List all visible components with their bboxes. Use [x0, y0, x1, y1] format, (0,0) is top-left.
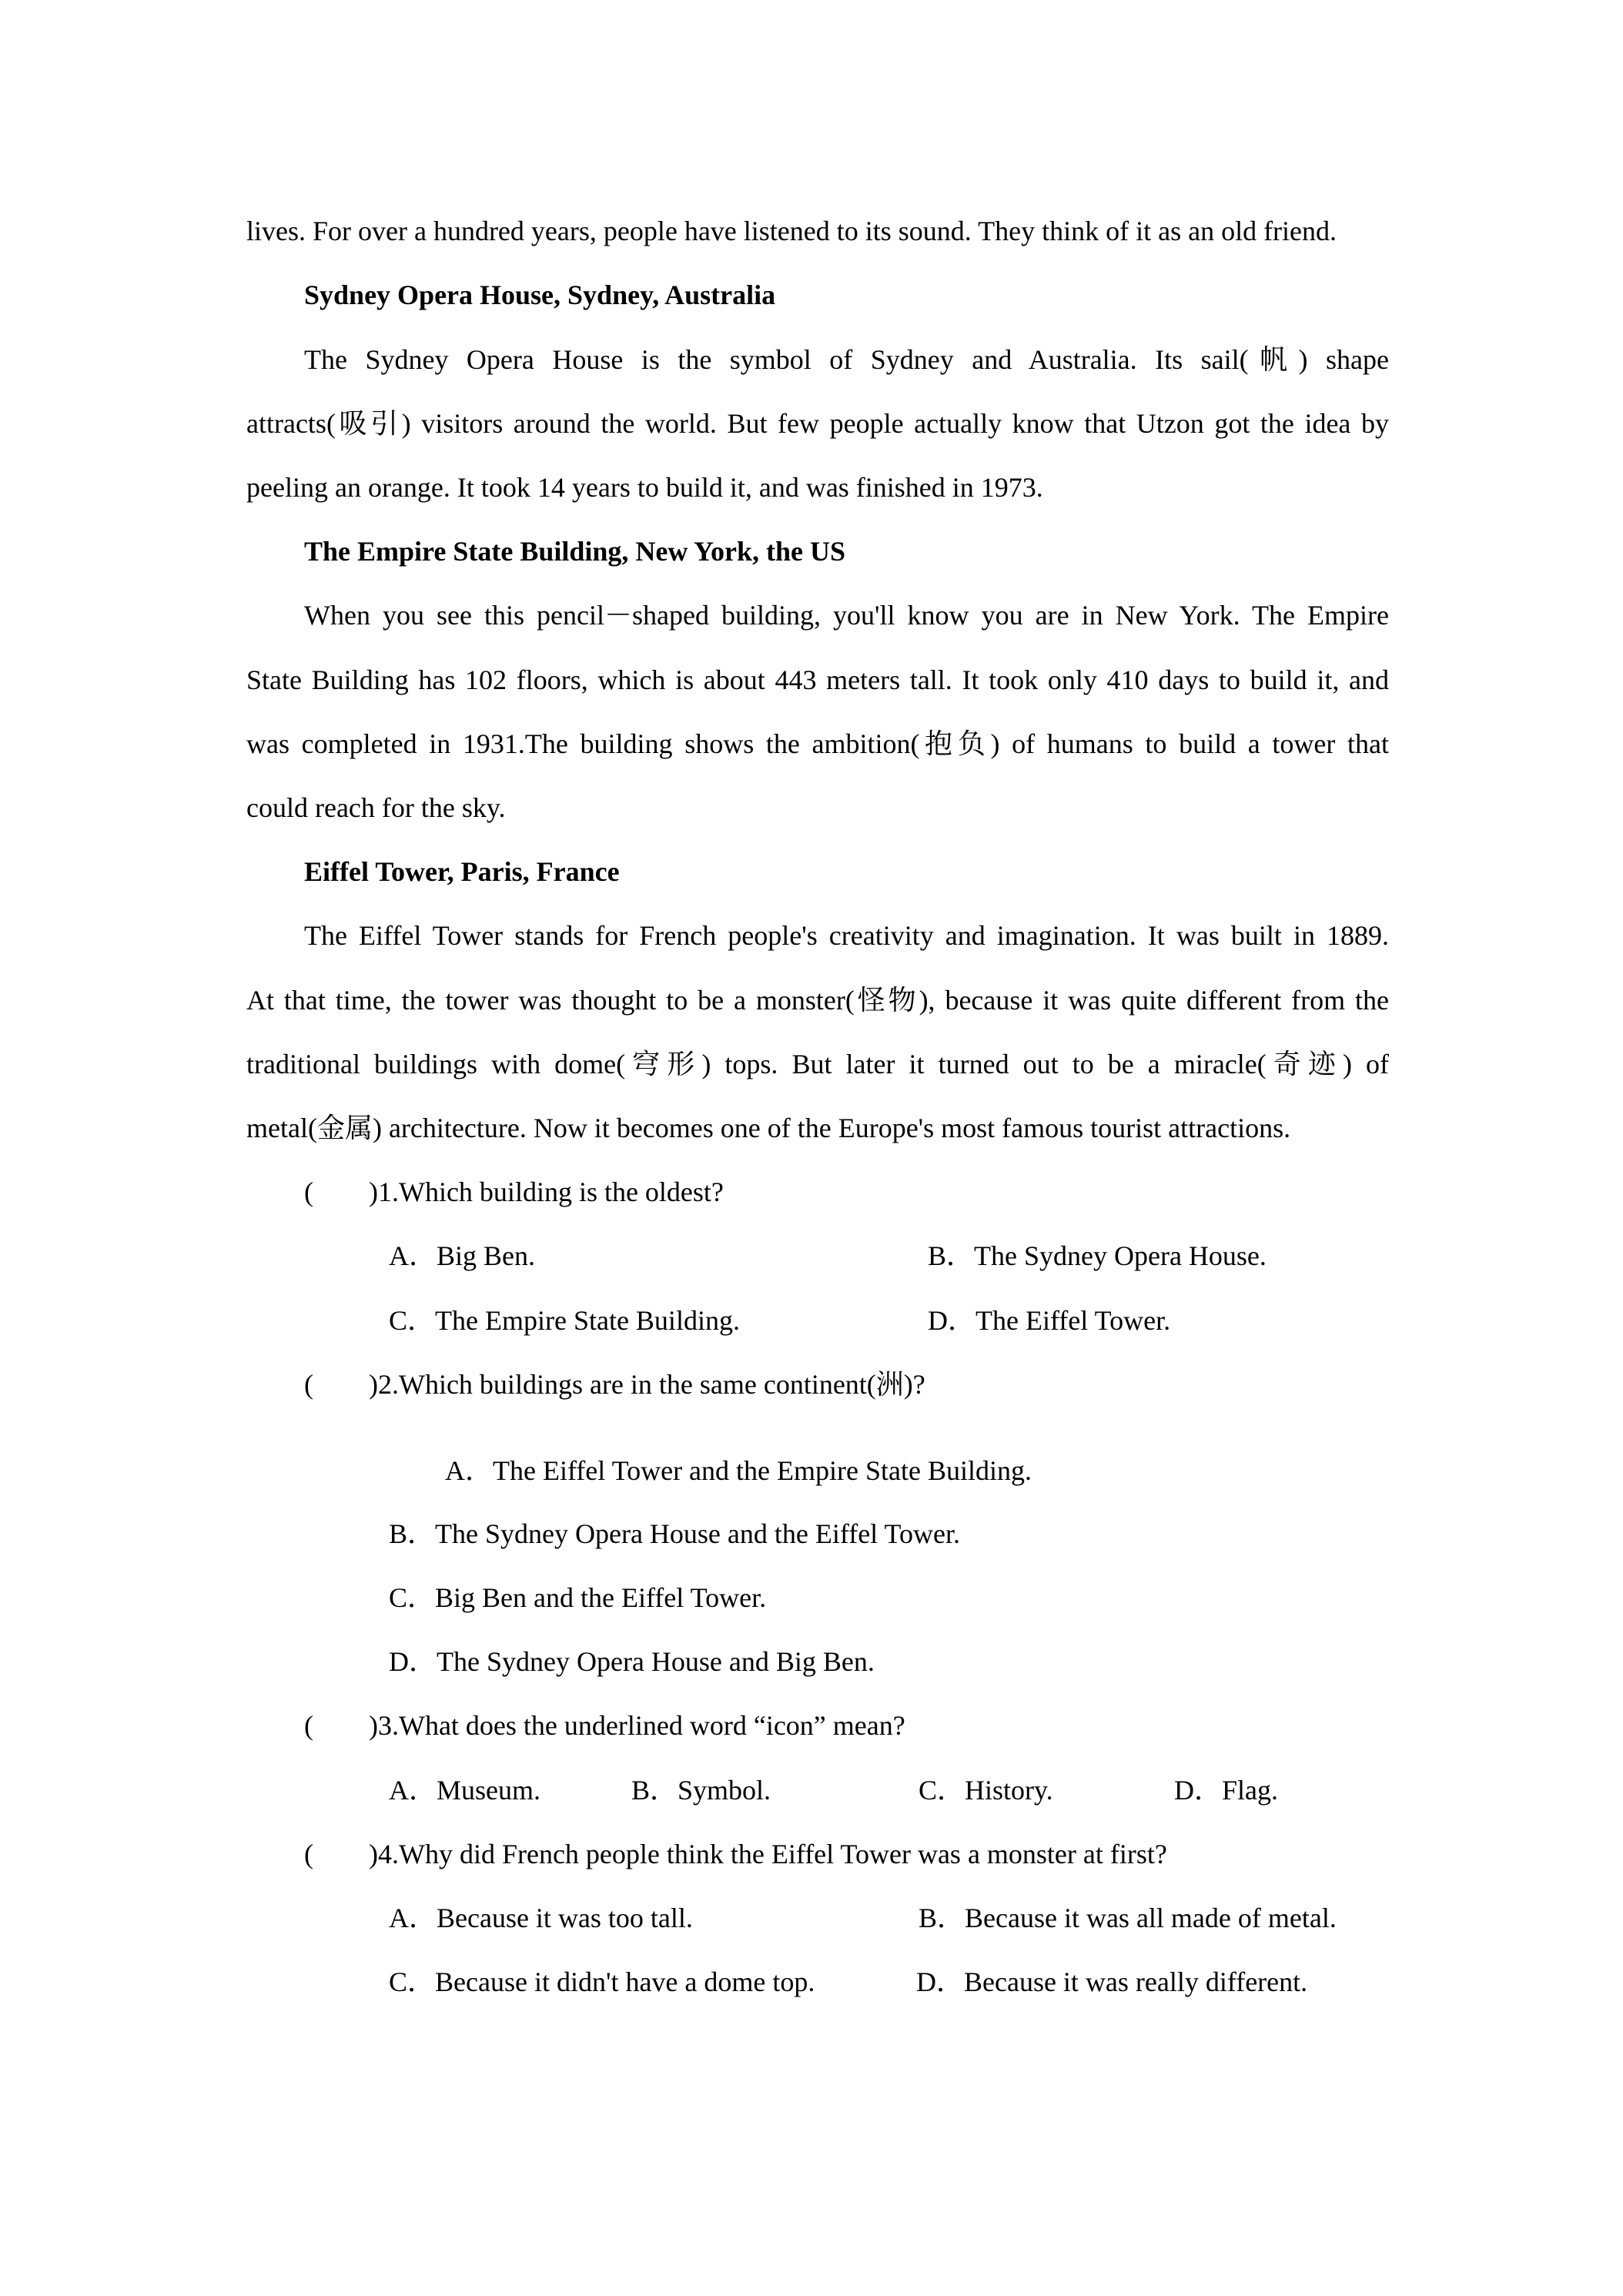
- question-2-option-a: A．The Eiffel Tower and the Empire State Building.: [445, 1455, 1032, 1486]
- question-2-option-b: B．The Sydney Opera House and the Eiffel Tower.: [389, 1518, 960, 1549]
- passage-intro-tail: lives. For over a hundred years, people have listened to its sound. They think of it as an old friend.: [246, 216, 1337, 246]
- question-1-prompt: ( )1.Which building is the oldest?: [304, 1176, 724, 1207]
- question-4-option-d: D．Because it was really different.: [916, 1966, 1308, 1997]
- paragraph-line: The Eiffel Tower stands for French people's creativity and imagination. It was built in 1889.: [304, 920, 1389, 951]
- question-4-option-c: C．Because it didn't have a dome top.: [389, 1966, 815, 1997]
- paragraph-line: was completed in 1931.The building shows the ambition(抱负) of humans to build a tower that: [246, 728, 1389, 759]
- section-heading-eiffel: Eiffel Tower, Paris, France: [304, 856, 620, 887]
- question-3-option-b: B．Symbol.: [631, 1775, 771, 1806]
- question-1-option-c: C．The Empire State Building.: [389, 1305, 740, 1336]
- paragraph-line: could reach for the sky.: [246, 792, 506, 823]
- question-3-option-d: D．Flag.: [1174, 1775, 1279, 1806]
- question-2-prompt: ( )2.Which buildings are in the same continent(洲)?: [304, 1369, 925, 1400]
- paragraph-line: traditional buildings with dome(穹形) tops. But later it turned out to be a miracle(奇迹) of: [246, 1049, 1389, 1079]
- question-1-option-b: B．The Sydney Opera House.: [928, 1240, 1267, 1271]
- section-heading-sydney: Sydney Opera House, Sydney, Australia: [304, 279, 776, 310]
- question-4-option-a: A．Because it was too tall.: [389, 1903, 693, 1933]
- question-1-option-d: D．The Eiffel Tower.: [928, 1305, 1171, 1336]
- section-heading-empire-state: The Empire State Building, New York, the US: [304, 536, 846, 567]
- question-2-option-c: C．Big Ben and the Eiffel Tower.: [389, 1582, 767, 1613]
- paragraph-line: The Sydney Opera House is the symbol of Sydney and Australia. Its sail(帆) shape: [304, 344, 1389, 375]
- question-3-option-a: A．Museum.: [389, 1775, 540, 1806]
- question-3-prompt: ( )3.What does the underlined word “icon” mean?: [304, 1710, 905, 1741]
- question-4-option-b: B．Because it was all made of metal.: [919, 1903, 1337, 1933]
- paragraph-line: When you see this pencil－shaped building, you'll know you are in New York. The Empire: [304, 600, 1389, 631]
- question-4-prompt: ( )4.Why did French people think the Eiffel Tower was a monster at first?: [304, 1839, 1167, 1869]
- question-1-option-a: A．Big Ben.: [389, 1240, 536, 1271]
- paragraph-line: metal(金属) architecture. Now it becomes one of the Europe's most famous tourist attractions.: [246, 1113, 1291, 1143]
- paragraph-line: attracts(吸引) visitors around the world. But few people actually know that Utzon got the idea by: [246, 408, 1389, 439]
- paragraph-line: peeling an orange. It took 14 years to build it, and was finished in 1973.: [246, 472, 1043, 503]
- paragraph-line: At that time, the tower was thought to be a monster(怪物), because it was quite different from the: [246, 985, 1389, 1016]
- question-2-option-d: D．The Sydney Opera House and Big Ben.: [389, 1646, 875, 1677]
- paragraph-line: State Building has 102 floors, which is about 443 meters tall. It took only 410 days to build it, and: [246, 664, 1389, 695]
- question-3-option-c: C．History.: [919, 1775, 1053, 1806]
